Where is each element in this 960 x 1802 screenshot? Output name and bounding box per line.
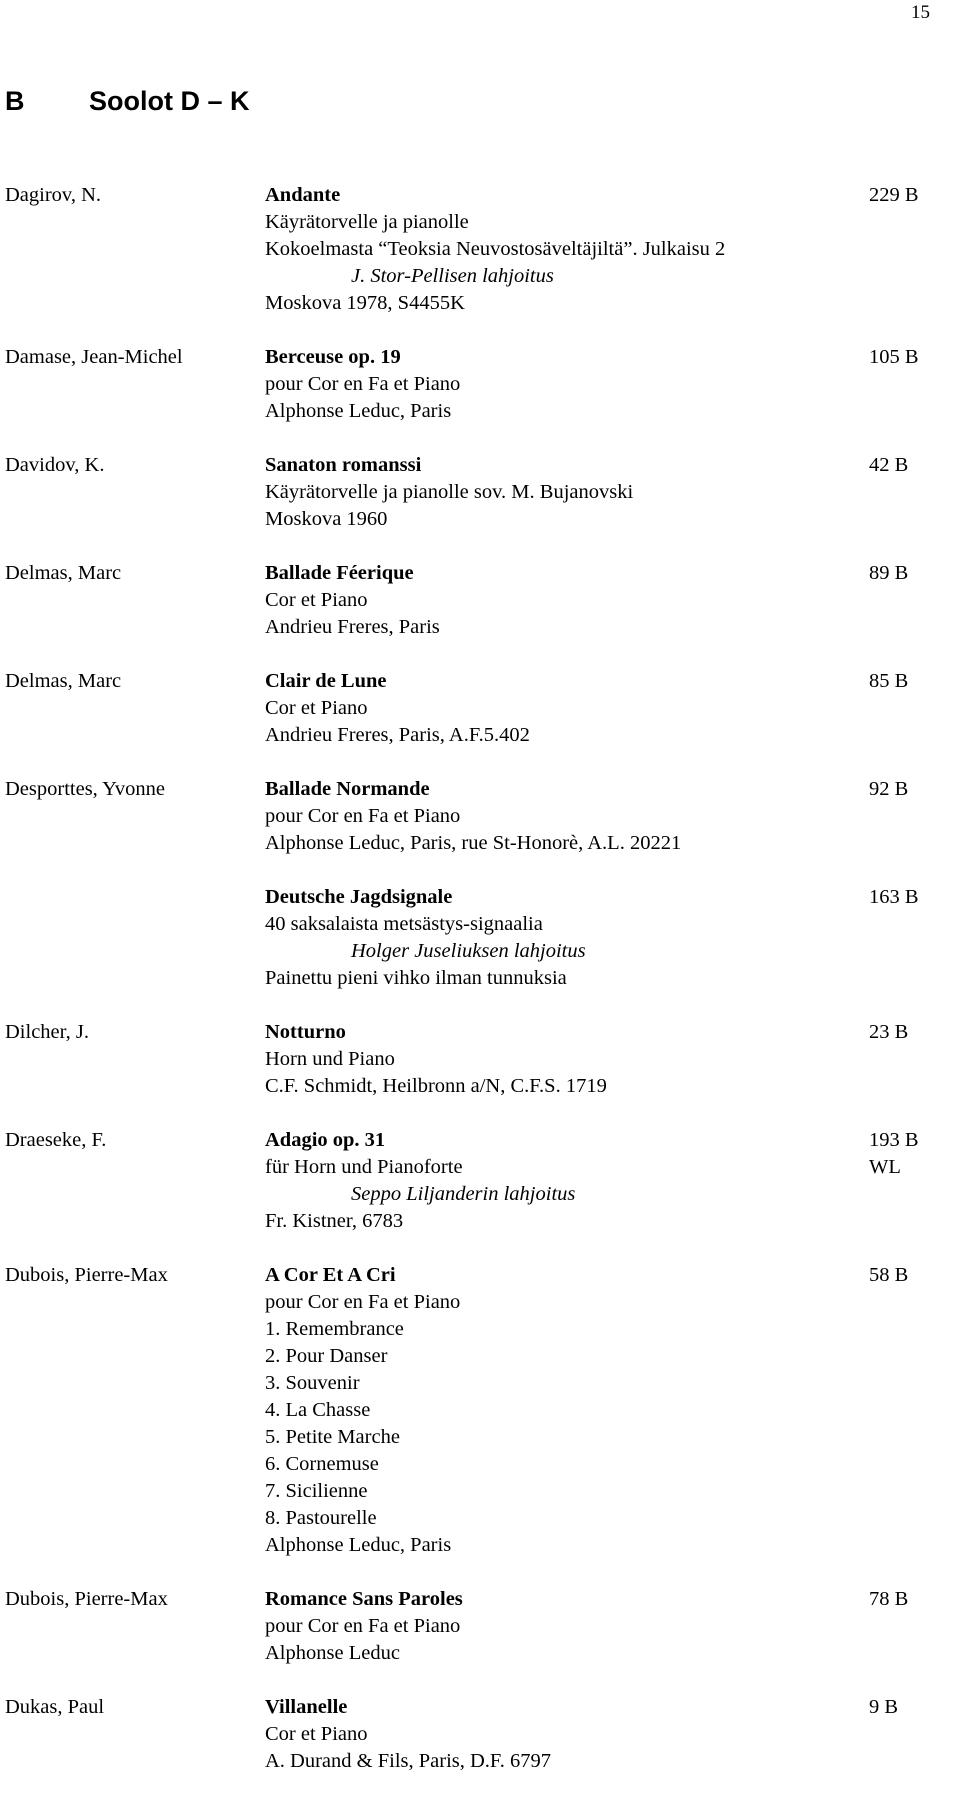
entry-composer: Dagirov, N. — [5, 184, 102, 206]
entry-composer: Draeseke, F. — [5, 1129, 107, 1151]
entry-detail-line: Andrieu Freres, Paris — [265, 616, 440, 638]
entry-codes — [869, 776, 908, 803]
entry-title: Sanaton romanssi — [265, 454, 422, 476]
entry-codes — [869, 1694, 898, 1721]
catalog-entry — [0, 560, 960, 641]
entry-codes — [869, 182, 919, 209]
entry-composer: Damase, Jean-Michel — [5, 346, 183, 368]
entry-code: 163 B — [869, 886, 919, 908]
entry-detail-line: 5. Petite Marche — [265, 1426, 400, 1448]
entry-detail-line: pour Cor en Fa et Piano — [265, 1615, 461, 1637]
entry-detail-line: Kokoelmasta “Teoksia Neuvostosäveltäjiltä”. Julkaisu 2 — [265, 238, 726, 260]
entry-work — [265, 884, 960, 992]
entry-codes — [869, 884, 919, 911]
entry-detail-line: 4. La Chasse — [265, 1399, 371, 1421]
entry-detail-line: für Horn und Pianoforte — [265, 1156, 463, 1178]
entry-detail-line: pour Cor en Fa et Piano — [265, 805, 461, 827]
entry-composer: Delmas, Marc — [5, 562, 122, 584]
entry-work — [265, 776, 960, 857]
entry-work — [265, 344, 960, 425]
entry-composer: Dukas, Paul — [5, 1696, 105, 1718]
entry-detail-line: Alphonse Leduc, Paris — [265, 400, 452, 422]
entry-title: Deutsche Jagdsignale — [265, 886, 453, 908]
entry-detail-line: Painettu pieni vihko ilman tunnuksia — [265, 967, 567, 989]
entry-code: 89 B — [869, 562, 909, 584]
catalog-entry — [0, 182, 960, 317]
entry-title: Romance Sans Paroles — [265, 1588, 463, 1610]
entry-detail-line: Käyrätorvelle ja pianolle — [265, 211, 469, 233]
entry-title: Ballade Féerique — [265, 562, 414, 584]
catalog-entry — [0, 884, 960, 992]
entry-work — [265, 560, 960, 641]
entry-code: 58 B — [869, 1264, 909, 1286]
entry-title: Villanelle — [265, 1696, 348, 1718]
entry-code: 9 B — [869, 1696, 899, 1718]
entry-detail-line: Moskova 1960 — [265, 508, 388, 530]
catalog-entry — [0, 452, 960, 533]
entry-title: Andante — [265, 184, 341, 206]
entry-detail-line: Fr. Kistner, 6783 — [265, 1210, 404, 1232]
entry-code: 42 B — [869, 454, 909, 476]
entry-detail-line: Alphonse Leduc, Paris — [265, 1534, 452, 1556]
entry-codes — [869, 344, 919, 371]
entry-title: Ballade Normande — [265, 778, 430, 800]
section-letter: B — [5, 86, 25, 116]
entry-title: Adagio op. 31 — [265, 1129, 386, 1151]
section-title: Soolot D – K — [89, 86, 250, 116]
entry-code: 105 B — [869, 346, 919, 368]
entry-codes — [869, 452, 908, 479]
entry-work — [265, 668, 960, 749]
entry-detail-line: pour Cor en Fa et Piano — [265, 1291, 461, 1313]
entry-detail-line: 2. Pour Danser — [265, 1345, 388, 1367]
entry-title: Clair de Lune — [265, 670, 387, 692]
entry-codes — [869, 1019, 908, 1046]
entry-work — [265, 1262, 960, 1559]
entry-composer: Delmas, Marc — [5, 670, 122, 692]
entry-composer: Davidov, K. — [5, 454, 105, 476]
entry-codes — [869, 560, 908, 587]
entry-code: 78 B — [869, 1588, 909, 1610]
page-number: 15 — [911, 2, 930, 23]
entry-work — [265, 1019, 960, 1100]
entry-donation-note: Holger Juseliuksen lahjoitus — [351, 940, 586, 962]
entry-detail-line: C.F. Schmidt, Heilbronn a/N, C.F.S. 1719 — [265, 1075, 607, 1097]
entry-detail-line: Cor et Piano — [265, 589, 368, 611]
entry-work — [265, 182, 960, 317]
entry-detail-line: 1. Remembrance — [265, 1318, 404, 1340]
entry-composer: Dubois, Pierre-Max — [5, 1588, 168, 1610]
entry-detail-line: Andrieu Freres, Paris, A.F.5.402 — [265, 724, 530, 746]
entry-detail-line: A. Durand & Fils, Paris, D.F. 6797 — [265, 1750, 551, 1772]
entry-codes — [869, 668, 908, 695]
catalog-entry — [0, 776, 960, 857]
entry-work — [265, 452, 960, 533]
catalog-entry — [0, 1019, 960, 1100]
entry-work — [265, 1127, 960, 1235]
entry-code: 229 B — [869, 184, 919, 206]
entry-detail-line: 6. Cornemuse — [265, 1453, 379, 1475]
entry-composer: Dilcher, J. — [5, 1021, 90, 1043]
catalog-entry — [0, 1586, 960, 1667]
entry-donation-note: J. Stor-Pellisen lahjoitus — [351, 265, 554, 287]
entry-detail-line: Horn und Piano — [265, 1048, 395, 1070]
entry-title: A Cor Et A Cri — [265, 1264, 396, 1286]
entry-detail-line: 40 saksalaista metsästys-signaalia — [265, 913, 543, 935]
entry-code: 92 B — [869, 778, 909, 800]
entry-detail-line: Cor et Piano — [265, 1723, 368, 1745]
entry-detail-line: 3. Souvenir — [265, 1372, 360, 1394]
entry-work — [265, 1586, 960, 1667]
entry-composer: Desporttes, Yvonne — [5, 778, 166, 800]
entry-detail-line: Alphonse Leduc, Paris, rue St-Honorè, A.L. 20221 — [265, 832, 682, 854]
entry-detail-line: Cor et Piano — [265, 697, 368, 719]
catalog-entries — [0, 182, 960, 1802]
catalog-entry — [0, 344, 960, 425]
entry-codes — [869, 1586, 908, 1613]
entry-detail-line: Käyrätorvelle ja pianolle sov. M. Bujanovski — [265, 481, 634, 503]
entry-donation-note: Seppo Liljanderin lahjoitus — [351, 1183, 576, 1205]
entry-code: WL — [869, 1156, 901, 1178]
catalog-entry — [0, 1127, 960, 1235]
entry-composer: Dubois, Pierre-Max — [5, 1264, 168, 1286]
entry-detail-line: pour Cor en Fa et Piano — [265, 373, 461, 395]
entry-detail-line: Moskova 1978, S4455K — [265, 292, 465, 314]
entry-codes — [869, 1127, 919, 1181]
entry-code: 23 B — [869, 1021, 909, 1043]
entry-codes — [869, 1262, 908, 1289]
entry-code: 193 B — [869, 1129, 919, 1151]
entry-detail-line: 7. Sicilienne — [265, 1480, 368, 1502]
entry-title: Berceuse op. 19 — [265, 346, 401, 368]
entry-title: Notturno — [265, 1021, 346, 1043]
catalog-entry — [0, 1262, 960, 1559]
section-heading — [5, 86, 250, 117]
entry-detail-line: Alphonse Leduc — [265, 1642, 400, 1664]
entry-code: 85 B — [869, 670, 909, 692]
catalog-entry — [0, 668, 960, 749]
entry-detail-line: 8. Pastourelle — [265, 1507, 377, 1529]
